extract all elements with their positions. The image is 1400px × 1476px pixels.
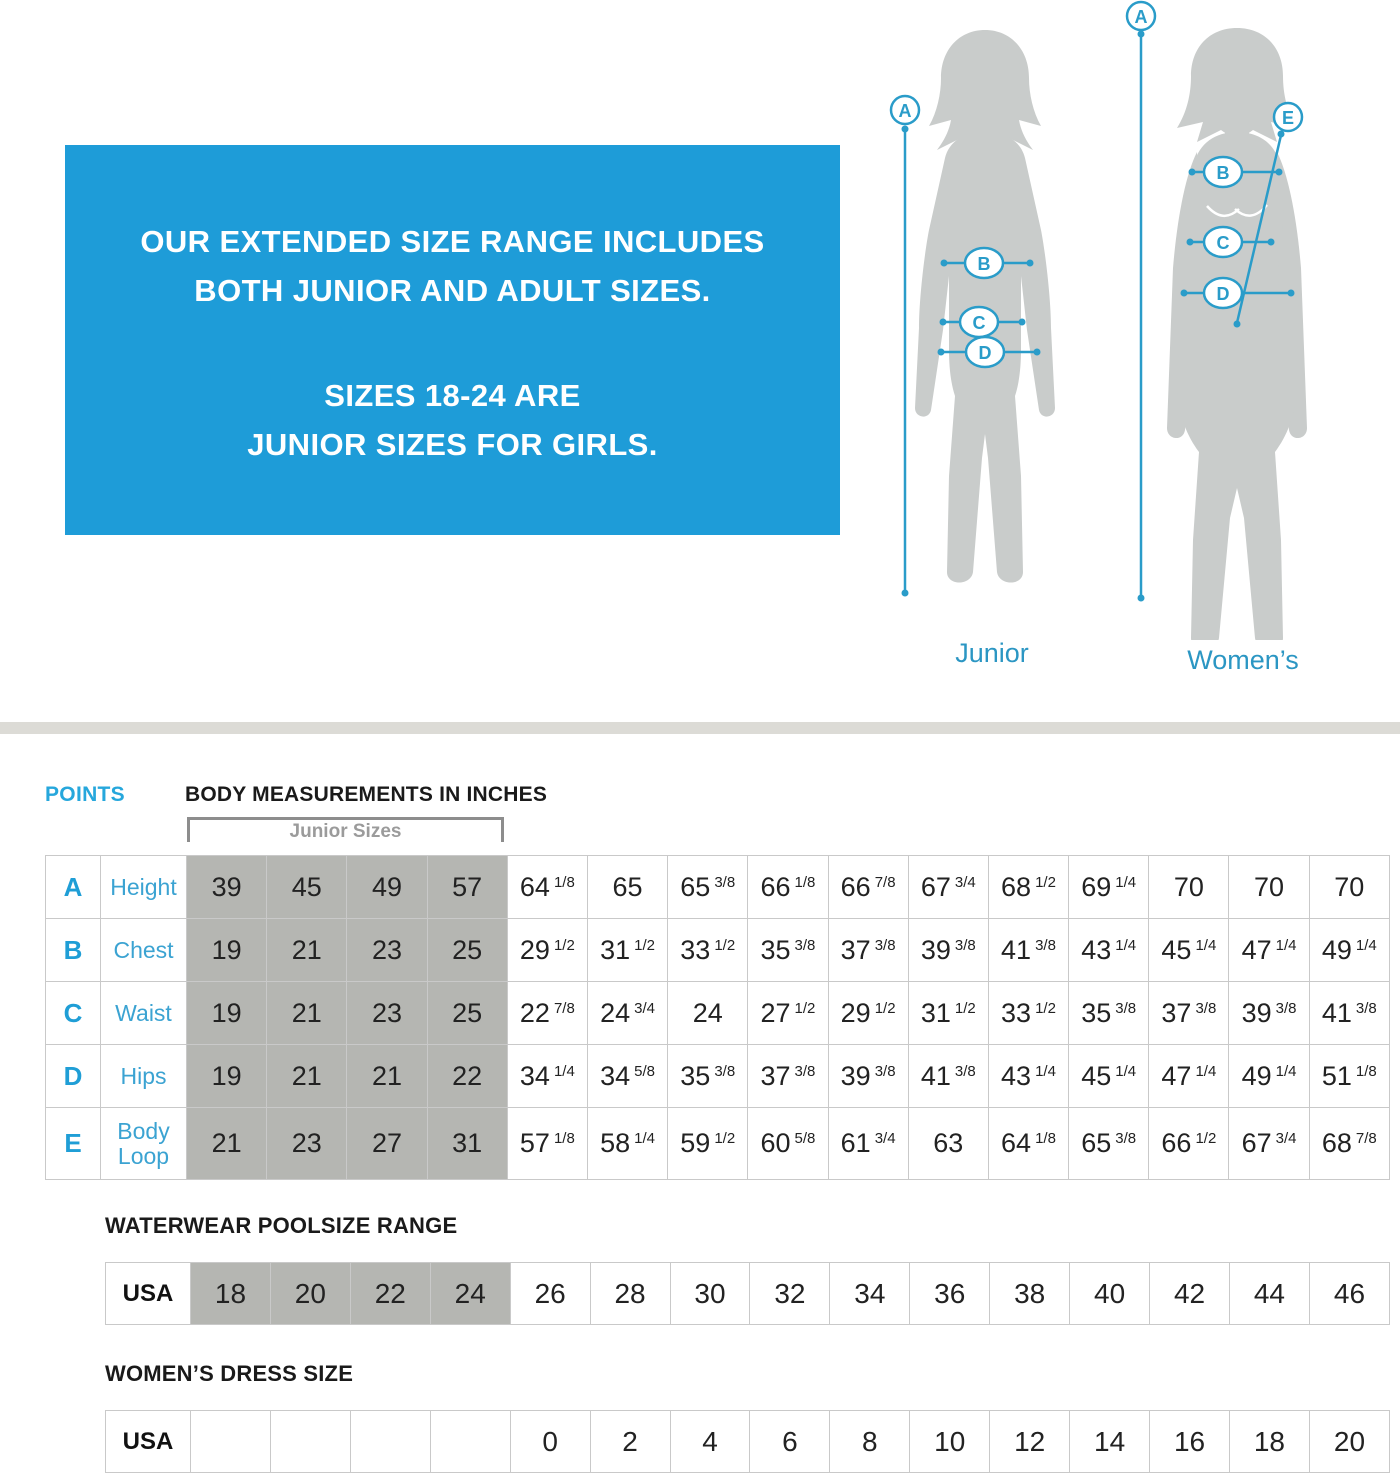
point-badge-letter: D (978, 343, 992, 363)
adult-value-cell: 65 $^{3/8}$ (668, 856, 748, 919)
womens-silhouette-icon (1118, 0, 1368, 640)
junior-value-cell: 23 (267, 1108, 347, 1180)
junior-value-cell: 45 (267, 856, 347, 919)
adult-value-cell: 24 $^{3/4}$ (587, 982, 667, 1045)
junior-value-cell: 25 (427, 982, 507, 1045)
junior-sizes-bracket (187, 817, 504, 842)
dress-size-table-body (106, 1411, 1390, 1473)
banner-line: JUNIOR SIZES FOR GIRLS. (247, 427, 658, 462)
adult-value-cell: 39 $^{3/8}$ (828, 1045, 908, 1108)
adult-value-cell: 66 $^{7/8}$ (828, 856, 908, 919)
point-name-cell: Chest (101, 919, 187, 982)
dress-size-cell: 10 (910, 1411, 990, 1473)
dress-size-cell: 0 (510, 1411, 590, 1473)
poolsize-adult-cell: 46 (1309, 1263, 1389, 1325)
junior-value-cell: 23 (347, 982, 427, 1045)
dress-size-cell: 12 (990, 1411, 1070, 1473)
junior-value-cell: 23 (347, 919, 427, 982)
dress-size-cell: 4 (670, 1411, 750, 1473)
poolsize-usa-label-cell: USA (106, 1263, 191, 1325)
section-divider (0, 722, 1400, 734)
junior-value-cell: 22 (427, 1045, 507, 1108)
adult-value-cell: 70 (1149, 856, 1229, 919)
poolsize-table (105, 1262, 1390, 1325)
adult-value-cell: 69 $^{1/4}$ (1069, 856, 1149, 919)
dress-size-title: WOMEN’S DRESS SIZE (105, 1361, 354, 1386)
poolsize-adult-cell: 28 (590, 1263, 670, 1325)
adult-value-cell: 24 (668, 982, 748, 1045)
junior-sizes-bracket-label: Junior Sizes (289, 821, 402, 842)
dress-empty-cell (191, 1411, 271, 1473)
point-letter-cell: B (46, 919, 101, 982)
adult-value-cell: 37 $^{3/8}$ (748, 1045, 828, 1108)
adult-value-cell: 34 $^{1/4}$ (507, 1045, 587, 1108)
poolsize-junior-cell: 18 (191, 1263, 271, 1325)
adult-value-cell: 61 $^{3/4}$ (828, 1108, 908, 1180)
point-badge-letter: A (898, 101, 912, 121)
poolsize-junior-cell: 20 (270, 1263, 350, 1325)
point-badge-letter: D (1216, 284, 1230, 304)
dress-size-cell: 16 (1150, 1411, 1230, 1473)
junior-measurement-diagram (872, 10, 1112, 632)
measurement-table-body (46, 856, 1390, 1180)
point-letter-cell: E (46, 1108, 101, 1180)
point-letter-cell: C (46, 982, 101, 1045)
junior-figure-label: Junior (955, 638, 1029, 668)
dress-size-cell: 6 (750, 1411, 830, 1473)
junior-value-cell: 57 (427, 856, 507, 919)
point-badge-letter: C (972, 313, 986, 333)
poolsize-adult-cell: 40 (1070, 1263, 1150, 1325)
point-name-cell: Body Loop (101, 1108, 187, 1180)
poolsize-adult-cell: 34 (830, 1263, 910, 1325)
adult-value-cell: 67 $^{3/4}$ (1229, 1108, 1309, 1180)
junior-value-cell: 21 (267, 919, 347, 982)
adult-value-cell: 70 (1229, 856, 1309, 919)
point-name-cell: Height (101, 856, 187, 919)
poolsize-table-body (106, 1263, 1390, 1325)
adult-value-cell: 35 $^{3/8}$ (668, 1045, 748, 1108)
dress-size-row (106, 1411, 1390, 1473)
point-name-cell: Hips (101, 1045, 187, 1108)
adult-value-cell: 51 $^{1/8}$ (1309, 1045, 1389, 1108)
junior-value-cell: 19 (187, 1045, 267, 1108)
adult-value-cell: 68 $^{1/2}$ (988, 856, 1068, 919)
adult-value-cell: 43 $^{1/4}$ (988, 1045, 1068, 1108)
measurement-row (46, 856, 1390, 919)
junior-value-cell: 31 (427, 1108, 507, 1180)
adult-value-cell: 64 $^{1/8}$ (988, 1108, 1068, 1180)
poolsize-adult-cell: 38 (990, 1263, 1070, 1325)
adult-value-cell: 35 $^{3/8}$ (748, 919, 828, 982)
adult-value-cell: 58 $^{1/4}$ (587, 1108, 667, 1180)
adult-value-cell: 43 $^{1/4}$ (1069, 919, 1149, 982)
point-badge-letter: A (1134, 7, 1148, 27)
adult-value-cell: 49 $^{1/4}$ (1309, 919, 1389, 982)
banner-gap (65, 315, 840, 371)
poolsize-junior-cell: 22 (350, 1263, 430, 1325)
dress-size-table (105, 1410, 1390, 1473)
poolsize-adult-cell: 30 (670, 1263, 750, 1325)
dress-size-cell: 20 (1309, 1411, 1389, 1473)
dress-empty-cell (430, 1411, 510, 1473)
womens-measurement-diagram (1118, 0, 1368, 640)
adult-value-cell: 59 $^{1/2}$ (668, 1108, 748, 1180)
banner-line: OUR EXTENDED SIZE RANGE INCLUDES (140, 224, 765, 259)
poolsize-adult-cell: 44 (1229, 1263, 1309, 1325)
body-measurements-table (45, 855, 1390, 1180)
junior-value-cell: 25 (427, 919, 507, 982)
point-badge-letter: E (1281, 108, 1295, 128)
junior-value-cell: 19 (187, 919, 267, 982)
dress-size-cell: 8 (830, 1411, 910, 1473)
dress-size-cell: 18 (1229, 1411, 1309, 1473)
adult-value-cell: 67 $^{3/4}$ (908, 856, 988, 919)
adult-value-cell: 70 (1309, 856, 1389, 919)
adult-value-cell: 37 $^{3/8}$ (1149, 982, 1229, 1045)
dress-empty-cell (350, 1411, 430, 1473)
junior-value-cell: 21 (267, 1045, 347, 1108)
dress-empty-cell (270, 1411, 350, 1473)
adult-value-cell: 60 $^{5/8}$ (748, 1108, 828, 1180)
adult-value-cell: 45 $^{1/4}$ (1149, 919, 1229, 982)
adult-value-cell: 47 $^{1/4}$ (1149, 1045, 1229, 1108)
point-badge-letter: B (977, 254, 991, 274)
adult-value-cell: 37 $^{3/8}$ (828, 919, 908, 982)
point-letter-cell: D (46, 1045, 101, 1108)
dress-size-cell: 14 (1070, 1411, 1150, 1473)
poolsize-adult-cell: 32 (750, 1263, 830, 1325)
poolsize-row (106, 1263, 1390, 1325)
adult-value-cell: 31 $^{1/2}$ (908, 982, 988, 1045)
adult-value-cell: 68 $^{7/8}$ (1309, 1108, 1389, 1180)
poolsize-adult-cell: 26 (510, 1263, 590, 1325)
adult-value-cell: 65 $^{3/8}$ (1069, 1108, 1149, 1180)
junior-value-cell: 49 (347, 856, 427, 919)
adult-value-cell: 47 $^{1/4}$ (1229, 919, 1309, 982)
junior-silhouette-icon (872, 10, 1112, 632)
measurement-row (46, 982, 1390, 1045)
adult-value-cell: 41 $^{3/8}$ (908, 1045, 988, 1108)
adult-value-cell: 33 $^{1/2}$ (668, 919, 748, 982)
point-name-cell: Waist (101, 982, 187, 1045)
poolsize-adult-cell: 42 (1150, 1263, 1230, 1325)
measurement-row (46, 919, 1390, 982)
adult-value-cell: 66 $^{1/2}$ (1149, 1108, 1229, 1180)
adult-value-cell: 22 $^{7/8}$ (507, 982, 587, 1045)
adult-value-cell: 29 $^{1/2}$ (507, 919, 587, 982)
points-header: POINTS (45, 783, 125, 806)
adult-value-cell: 35 $^{3/8}$ (1069, 982, 1149, 1045)
junior-value-cell: 39 (187, 856, 267, 919)
adult-value-cell: 33 $^{1/2}$ (988, 982, 1068, 1045)
junior-value-cell: 27 (347, 1108, 427, 1180)
adult-value-cell: 31 $^{1/2}$ (587, 919, 667, 982)
adult-value-cell: 65 (587, 856, 667, 919)
adult-value-cell: 63 (908, 1108, 988, 1180)
dress-usa-label-cell: USA (106, 1411, 191, 1473)
adult-value-cell: 64 $^{1/8}$ (507, 856, 587, 919)
junior-value-cell: 21 (347, 1045, 427, 1108)
point-letter-cell: A (46, 856, 101, 919)
junior-value-cell: 19 (187, 982, 267, 1045)
point-badge-letter: B (1216, 163, 1230, 183)
dress-size-cell: 2 (590, 1411, 670, 1473)
body-measurements-title: BODY MEASUREMENTS IN INCHES (185, 783, 548, 806)
junior-value-cell: 21 (187, 1108, 267, 1180)
adult-value-cell: 66 $^{1/8}$ (748, 856, 828, 919)
measurement-row (46, 1108, 1390, 1180)
point-badge-letter: C (1216, 233, 1230, 253)
adult-value-cell: 41 $^{3/8}$ (1309, 982, 1389, 1045)
junior-value-cell: 21 (267, 982, 347, 1045)
poolsize-adult-cell: 36 (910, 1263, 990, 1325)
banner-line: BOTH JUNIOR AND ADULT SIZES. (194, 273, 711, 308)
adult-value-cell: 29 $^{1/2}$ (828, 982, 908, 1045)
banner-line: SIZES 18-24 ARE (324, 378, 581, 413)
adult-value-cell: 41 $^{3/8}$ (988, 919, 1068, 982)
adult-value-cell: 49 $^{1/4}$ (1229, 1045, 1309, 1108)
adult-value-cell: 45 $^{1/4}$ (1069, 1045, 1149, 1108)
extended-size-banner (65, 145, 840, 535)
womens-figure-label: Women’s (1187, 645, 1299, 675)
measurement-row (46, 1045, 1390, 1108)
adult-value-cell: 39 $^{3/8}$ (1229, 982, 1309, 1045)
poolsize-junior-cell: 24 (430, 1263, 510, 1325)
poolsize-title: WATERWEAR POOLSIZE RANGE (105, 1213, 458, 1238)
adult-value-cell: 57 $^{1/8}$ (507, 1108, 587, 1180)
adult-value-cell: 27 $^{1/2}$ (748, 982, 828, 1045)
adult-value-cell: 39 $^{3/8}$ (908, 919, 988, 982)
adult-value-cell: 34 $^{5/8}$ (587, 1045, 667, 1108)
